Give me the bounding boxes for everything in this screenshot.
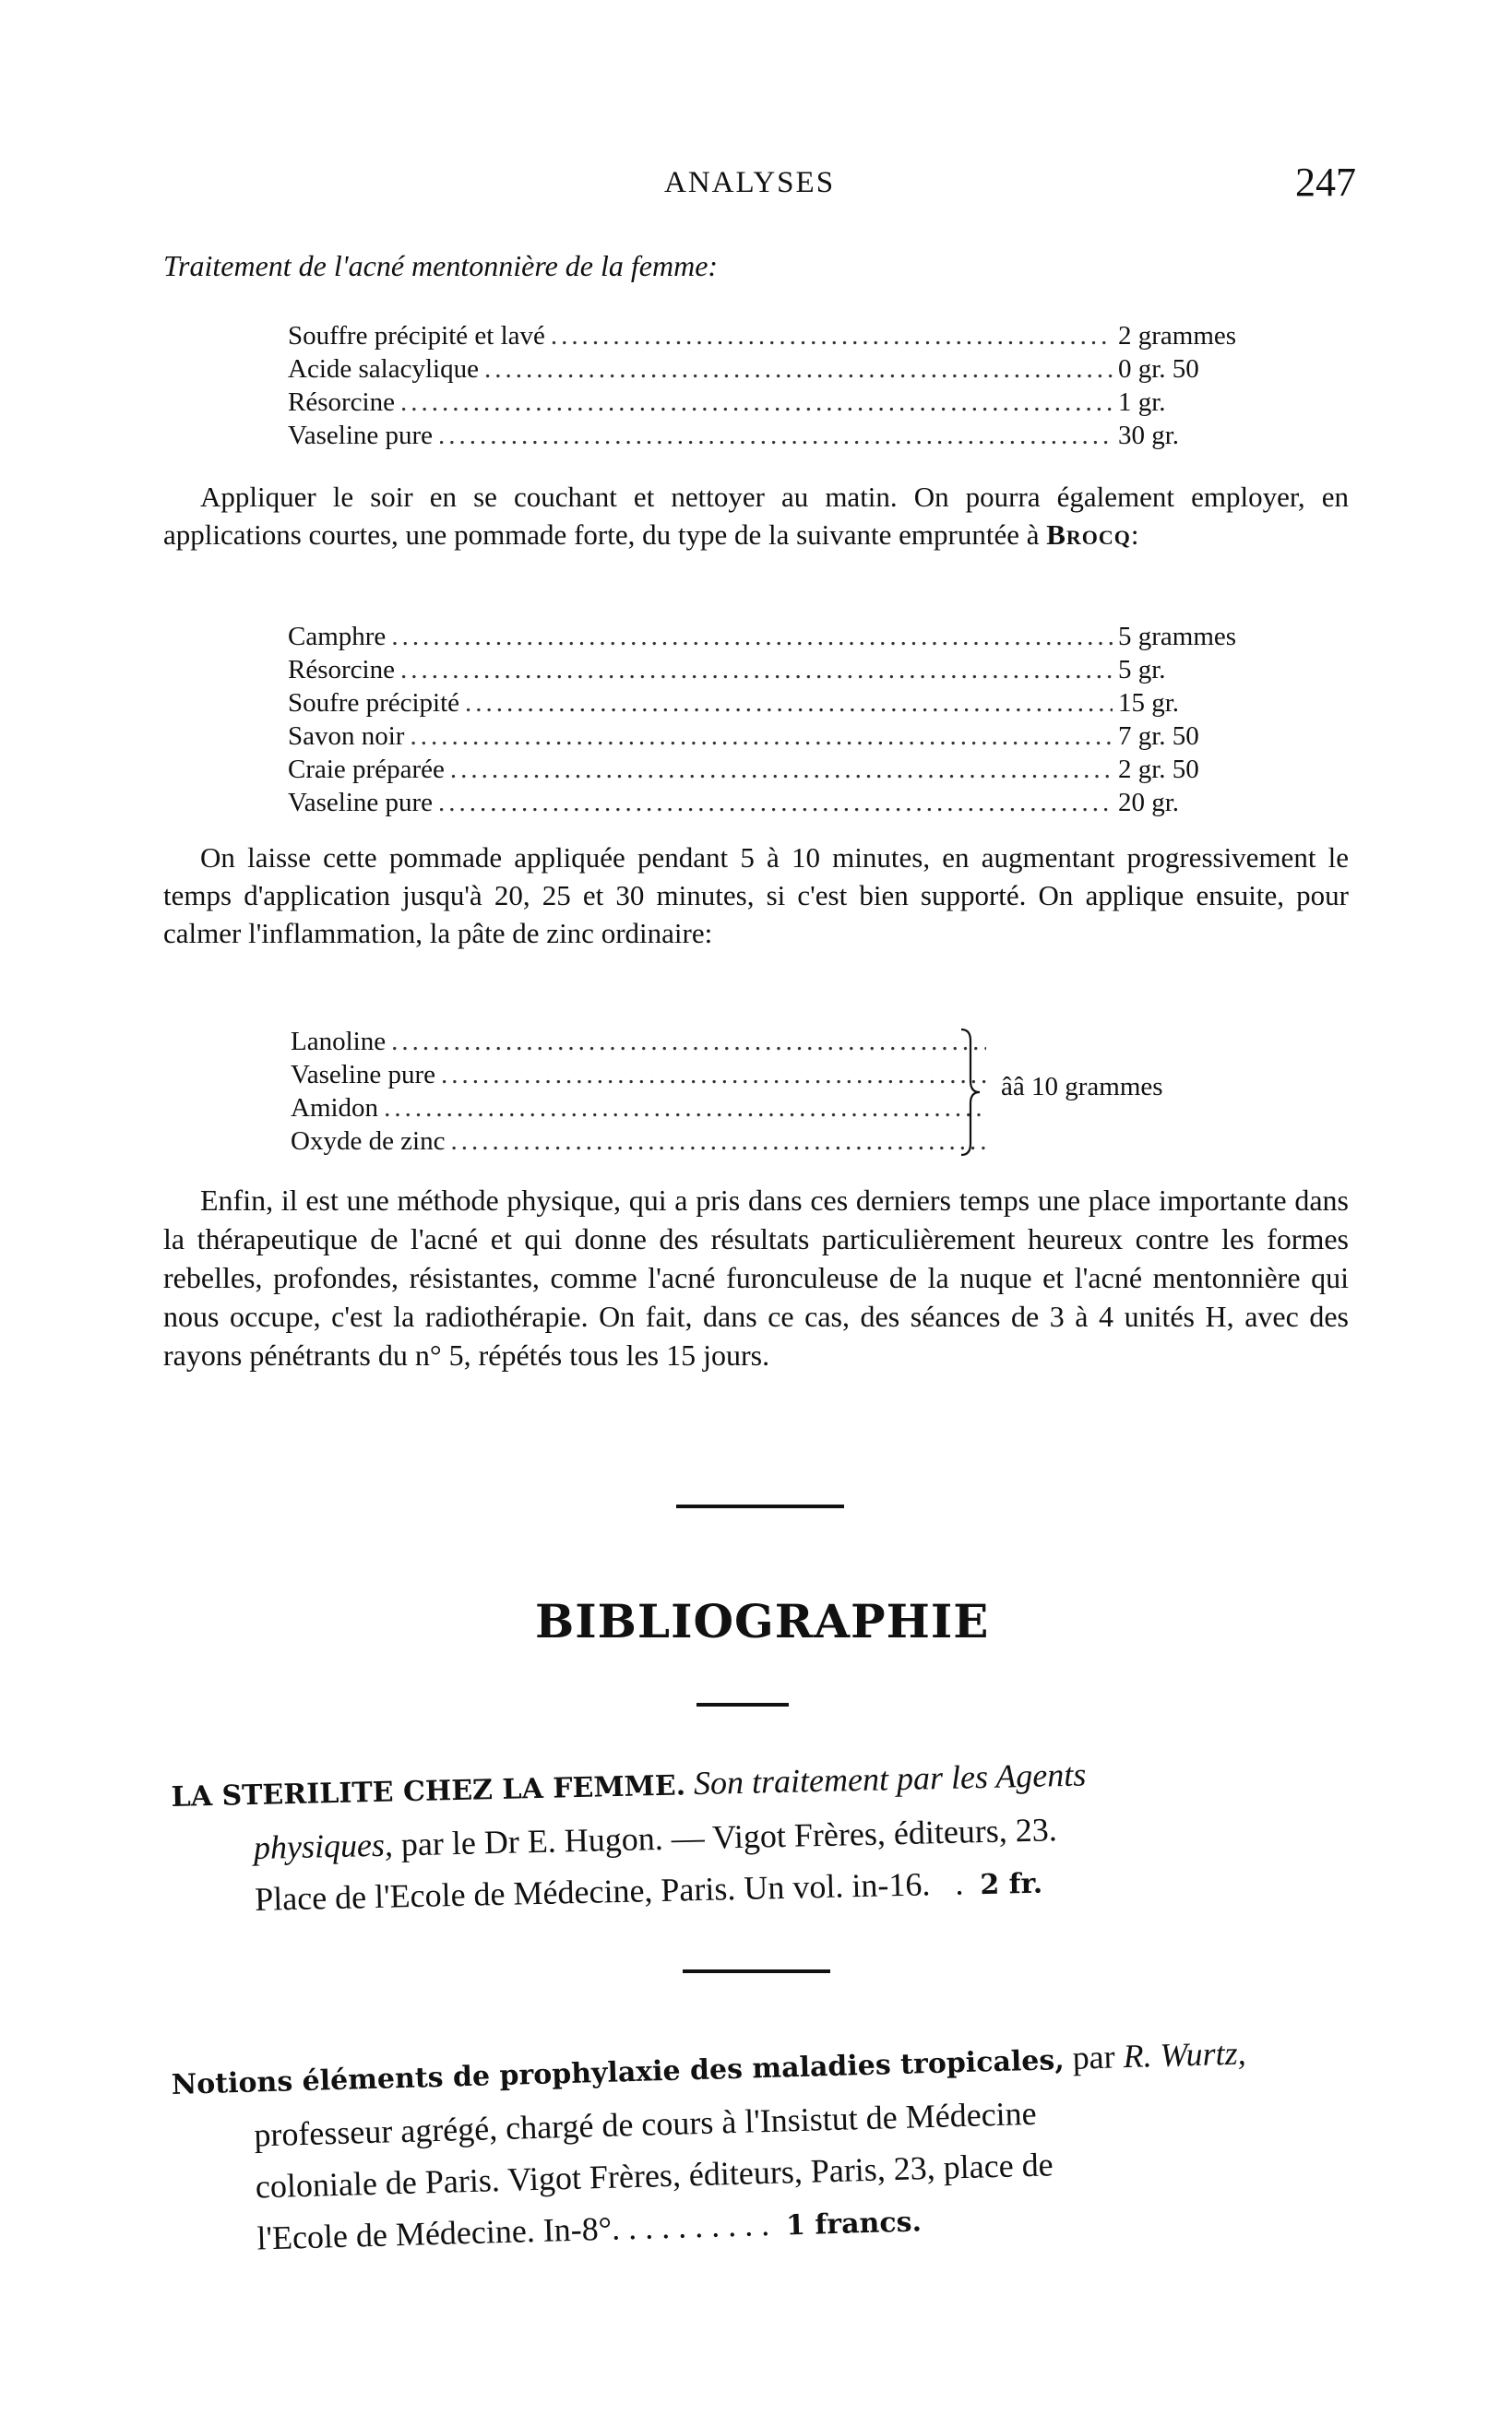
entry-address: Place de l'Ecole de Médecine, Paris. Un vol. in-16. (254, 1865, 931, 1918)
entry-price: 1 francs. (785, 2206, 923, 2243)
paragraph-ointment-duration (163, 839, 1349, 952)
ingredient-name: Craie préparée (288, 755, 445, 784)
formula-row (288, 319, 1284, 352)
ingredient-name: Résorcine (288, 387, 395, 417)
leader-dots (410, 720, 1113, 753)
ingredient-quantity: 7 gr. 50 (1118, 721, 1199, 751)
running-title: ANALYSES (664, 166, 836, 199)
bibliography-entry (171, 1743, 1364, 1930)
section-title: Traitement de l'acné mentonnière de la femme: (163, 249, 719, 282)
entry-publisher: par le Dr E. Hugon. — Vigot Frères, éditeurs, 23. (400, 1811, 1058, 1863)
curly-brace-icon (959, 1028, 982, 1157)
formula-row (288, 386, 1284, 419)
formula-row (288, 753, 1284, 786)
formula-row (291, 1091, 992, 1124)
paragraph-application (163, 478, 1349, 553)
leader-dots (484, 352, 1113, 386)
leader-dots (384, 1091, 986, 1124)
formula-row (288, 786, 1284, 819)
ingredient-name: Vaseline pure (291, 1060, 436, 1089)
ingredient-quantity: 1 gr. (1118, 387, 1166, 417)
book-subtitle-end: physiques, (253, 1826, 394, 1866)
leader-dots (451, 1124, 987, 1158)
ingredient-name: Soufre précipité (288, 688, 460, 718)
entry-text: professeur agrégé, chargé de cours à l'Insistut de Médecine (253, 2094, 1038, 2154)
leader-dots (551, 319, 1113, 352)
formula-acne-treatment (288, 319, 1284, 452)
paragraph-text: On laisse cette pommade appliquée pendant 5 à 10 minutes, en augmentant progressivement le temps d'application jusqu'à 20, 25 et 30 minutes, si c'est bien supporté. On applique ensuite, pour calmer l'inflammation, la pâte de zinc ordinaire: (163, 841, 1349, 949)
entry-price: 2 fr. (979, 1867, 1043, 1902)
ingredient-name: Vaseline pure (288, 788, 434, 817)
author-name: Brocq (1046, 518, 1131, 551)
formula-row (291, 1025, 992, 1058)
formula-zinc-paste (291, 1025, 992, 1158)
entry-line: Place de l'Ecole de Médecine, Paris. Un vol. in-16. . 2 fr. (254, 1864, 1043, 1918)
ingredient-name: Amidon (291, 1093, 379, 1123)
heading-underline (696, 1703, 789, 1707)
formula-row (291, 1058, 992, 1091)
ingredient-name: Souffre précipité et lavé (288, 321, 545, 351)
ingredient-quantity: 2 gr. 50 (1118, 755, 1199, 784)
ingredient-name: Lanoline (291, 1027, 387, 1056)
dose-label: ââ 10 grammes (1001, 1072, 1163, 1101)
page-number: 247 (1295, 160, 1356, 205)
leader-dots (441, 1058, 986, 1091)
ingredient-quantity: 5 gr. (1118, 655, 1166, 684)
book-subtitle: Son traitement par les Agents (693, 1755, 1087, 1802)
paragraph-radiotherapy (163, 1181, 1349, 1374)
entry-by: par (1072, 2038, 1116, 2076)
entry-divider (683, 1969, 830, 1973)
formula-row (288, 419, 1284, 452)
ingredient-quantity: 30 gr. (1118, 421, 1180, 450)
formula-row (291, 1124, 992, 1158)
leader-dots (400, 386, 1113, 419)
ingredient-name: Savon noir (288, 721, 405, 751)
entry-text: l'Ecole de Médecine. In-8°. . . . . . . . . . (256, 2205, 770, 2257)
formula-row (288, 686, 1284, 720)
bibliography-entry (171, 2024, 1366, 2269)
leader-dots (450, 753, 1113, 786)
ingredient-name: Vaseline pure (288, 421, 434, 450)
ingredient-name: Oxyde de zinc (291, 1126, 446, 1156)
paragraph-end: : (1130, 518, 1139, 551)
ingredient-name: Acide salacylique (288, 354, 479, 384)
ingredient-quantity: 5 grammes (1118, 622, 1237, 651)
book-title: LA STERILITE CHEZ LA FEMME. (171, 1769, 686, 1814)
leader-dots (391, 620, 1113, 653)
running-head (166, 160, 1356, 221)
ingredient-quantity: 20 gr. (1118, 788, 1180, 817)
entry-text: coloniale de Paris. Vigot Frères, éditeurs, Paris, 23, place de (255, 2146, 1054, 2206)
book-title: Notions éléments de prophylaxie des maladies tropicales, (171, 2043, 1066, 2101)
formula-row (288, 720, 1284, 753)
leader-dots (400, 653, 1113, 686)
leader-dots (465, 686, 1113, 720)
ingredient-quantity: 0 gr. 50 (1118, 354, 1199, 384)
formula-strong-ointment (288, 620, 1284, 819)
entry-author: R. Wurtz, (1122, 2034, 1247, 2076)
formula-row (288, 620, 1284, 653)
ingredient-quantity: 2 grammes (1118, 321, 1237, 351)
leader-dots (391, 1025, 986, 1058)
leader-dots (438, 786, 1113, 819)
ingredient-name: Camphre (288, 622, 387, 651)
section-divider (676, 1505, 844, 1508)
paragraph-text: Enfin, il est une méthode physique, qui a pris dans ces derniers temps une place importante dans la thérapeutique de l'acné et qui donne des résultats particulièrement heureux contre les formes rebelles, profondes, résistantes, comme l'acné furonculeuse de la nuque et l'acné mentonnière qui nous occupe, c'est la radiothérapie. On fait, dans ce cas, des séances de 3 à 4 unités H, avec des rayons pénétrants du n° 5, répétés tous les 15 jours. (163, 1184, 1349, 1372)
formula-row (288, 653, 1284, 686)
ingredient-quantity: 15 gr. (1118, 688, 1180, 718)
bibliography-heading: BIBLIOGRAPHIE (535, 1594, 990, 1648)
leader-dots (438, 419, 1113, 452)
formula-row (288, 352, 1284, 386)
ingredient-name: Résorcine (288, 655, 395, 684)
paragraph-text: Appliquer le soir en se couchant et nettoyer au matin. On pourra également employer, en applications courtes, une pommade forte, du type de la suivante empruntée à (163, 481, 1349, 551)
